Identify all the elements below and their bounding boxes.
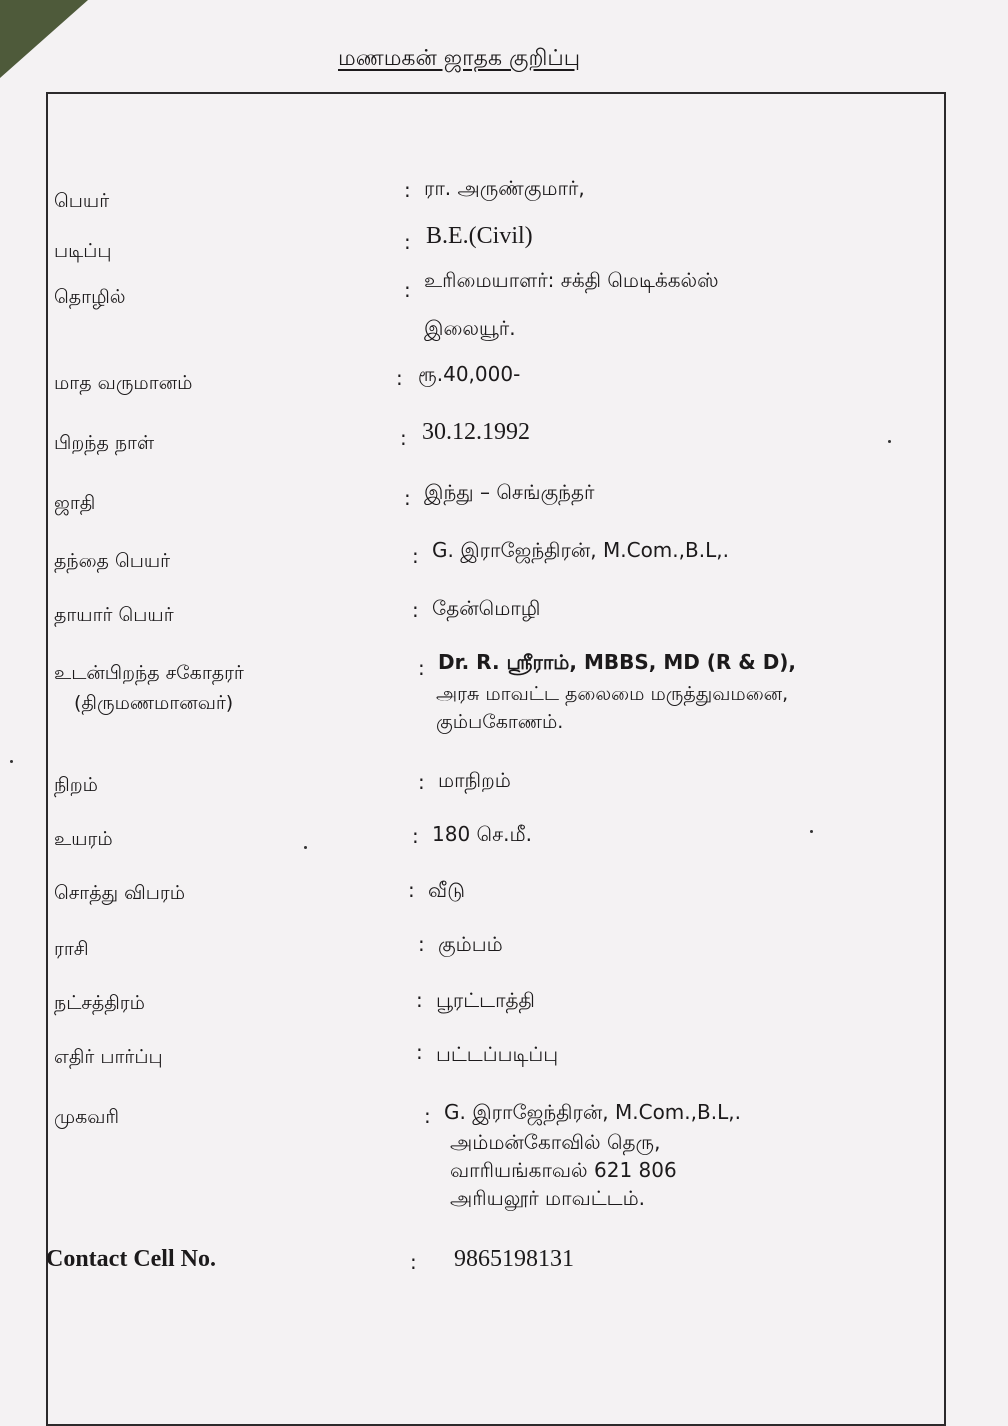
field-separator: : — [424, 1104, 431, 1128]
field-value-complexion: மாநிறம் — [438, 768, 511, 792]
field-label-height: உயரம் — [54, 828, 113, 850]
field-label-caste: ஜாதி — [54, 492, 96, 514]
field-value-star: பூரட்டாத்தி — [436, 988, 535, 1012]
field-label-sibling: உடன்பிறந்த சகோதரர் — [54, 662, 244, 684]
contact-label: Contact Cell No. — [46, 1246, 216, 1272]
corner-shadow — [0, 0, 88, 78]
field-label-address: முகவரி — [54, 1106, 120, 1128]
field-label-expectation: எதிர் பார்ப்பு — [54, 1046, 163, 1068]
field-label-income: மாத வருமானம் — [54, 372, 193, 394]
field-label-name: பெயர் — [54, 190, 110, 212]
field-separator: : — [410, 1250, 417, 1274]
field-separator: : — [416, 988, 423, 1012]
field-separator: : — [412, 598, 419, 622]
field-value-mother: தேன்மொழி — [432, 596, 541, 620]
page-title: மணமகன் ஜாதக குறிப்பு — [338, 46, 581, 71]
field-label-dob: பிறந்த நாள் — [54, 432, 155, 454]
field-value-sibling-workplace: அரசு மாவட்ட தலைமை மருத்துவமனை, — [436, 683, 789, 705]
field-separator: : — [404, 230, 411, 254]
field-value-occupation-place: இலையூர். — [424, 316, 516, 340]
field-label-star: நட்சத்திரம் — [54, 992, 145, 1014]
field-separator: : — [412, 544, 419, 568]
field-label-property: சொத்து விபரம் — [54, 882, 185, 904]
field-label-sibling-note: (திருமணமானவர்) — [74, 692, 234, 714]
field-separator: : — [404, 278, 411, 302]
field-value-income: ரூ.40,000- — [418, 362, 521, 386]
field-separator: : — [418, 932, 425, 956]
field-separator: : — [412, 824, 419, 848]
field-separator: : — [404, 178, 411, 202]
field-value-expectation: பட்டப்படிப்பு — [436, 1042, 559, 1066]
field-separator: : — [408, 878, 415, 902]
field-value-name: ரா. அருண்குமார், — [424, 176, 585, 200]
field-value-address-district: அரியலூர் மாவட்டம். — [450, 1186, 646, 1210]
field-separator: : — [400, 426, 407, 450]
field-value-dob: 30.12.1992 — [422, 419, 530, 445]
field-value-occupation: உரிமையாளர்: சக்தி மெடிக்கல்ஸ் — [424, 268, 719, 292]
field-value-address-street: அம்மன்கோவில் தெரு, — [450, 1130, 661, 1154]
field-value-address-name: G. இராஜேந்திரன், M.Com.,B.L,. — [444, 1100, 741, 1124]
paper-speck — [888, 440, 891, 443]
field-separator: : — [418, 770, 425, 794]
field-value-sibling-city: கும்பகோணம். — [436, 711, 564, 733]
field-label-mother: தாயார் பெயர் — [54, 604, 174, 626]
field-separator: : — [418, 656, 425, 680]
field-label-occupation: தொழில் — [54, 286, 126, 308]
field-value-father: G. இராஜேந்திரன், M.Com.,B.L,. — [432, 538, 729, 562]
field-value-height: 180 செ.மீ. — [432, 822, 533, 846]
contact-value: 9865198131 — [454, 1246, 574, 1272]
field-value-property: வீடு — [428, 878, 465, 902]
field-label-father: தந்தை பெயர் — [54, 550, 171, 572]
field-label-rasi: ராசி — [54, 938, 89, 960]
field-value-address-village: வாரியங்காவல் 621 806 — [450, 1158, 677, 1182]
field-separator: : — [396, 366, 403, 390]
paper-speck — [304, 846, 307, 849]
field-value-caste: இந்து – செங்குந்தர் — [424, 480, 595, 504]
field-label-complexion: நிறம் — [54, 774, 98, 796]
field-value-rasi: கும்பம் — [438, 932, 503, 956]
field-label-education: படிப்பு — [54, 240, 112, 262]
field-value-education: B.E.(Civil) — [426, 223, 533, 249]
field-separator: : — [404, 486, 411, 510]
field-separator: : — [416, 1040, 423, 1064]
paper-speck — [810, 830, 813, 833]
field-value-sibling: Dr. R. ஸ்ரீராம், MBBS, MD (R & D), — [438, 650, 797, 674]
paper-speck — [10, 760, 13, 763]
